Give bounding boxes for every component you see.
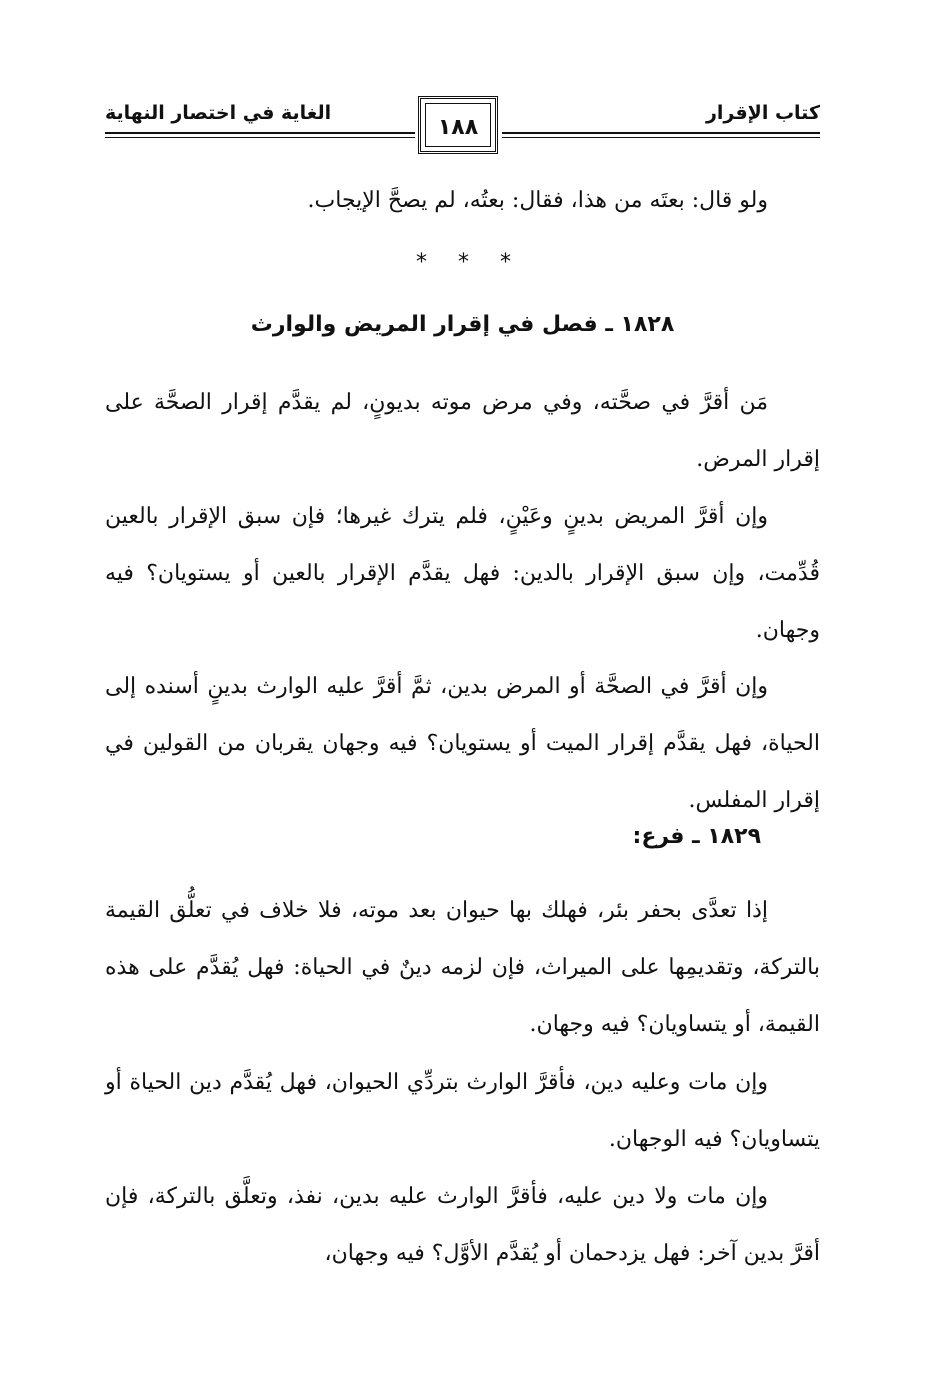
branch-paragraph-3: وإن مات ولا دين عليه، فأقرَّ الوارث عليه بدين، نفذ، وتعلَّق بالتركة، فإن أقرَّ بدين آخر: فهل يزدحمان أو يُقدَّم الأوَّل؟ فيه وجهان، bbox=[105, 1184, 820, 1266]
page-number-frame bbox=[418, 96, 498, 154]
header-rule-left-thin bbox=[105, 137, 415, 138]
running-head-chapter: كتاب الإقرار bbox=[705, 102, 820, 124]
page-number: ١٨٨ bbox=[437, 115, 479, 140]
branch-paragraph-1: إذا تعدَّى بحفر بئر، فهلك بها حيوان بعد موته، فلا خلاف في تعلُّق القيمة بالتركة، وتقديمِها على الميراث، فإن لزمه دينٌ في الحياة: فهل يُقدَّم على هذه القيمة، أو يتساويان؟ فيه وجهان. bbox=[105, 898, 820, 1037]
paragraph-1: مَن أقرَّ في صحَّته، وفي مرض موته بديونٍ، لم يقدَّم إقرار الصحَّة على إقرار المرض. bbox=[105, 390, 820, 472]
section-heading: ١٨٢٨ ـ فصل في إقرار المريض والوارث bbox=[250, 312, 675, 337]
opening-line-text: ولو قال: بعتَه من هذا، فقال: بعتُه، لم يصحَّ الإيجاب. bbox=[307, 188, 768, 213]
header-rule-right-thin bbox=[502, 137, 820, 138]
page-header bbox=[105, 96, 820, 156]
branch-paragraph-2: وإن مات وعليه دين، فأقرَّ الوارث بتردِّي الحيوان، فهل يُقدَّم دين الحياة أو يتساويان؟ فيه الوجهان. bbox=[105, 1070, 820, 1152]
opening-line bbox=[105, 172, 820, 229]
branch-heading: ١٨٢٩ ـ فرع: bbox=[632, 824, 761, 849]
header-rule-left bbox=[105, 132, 415, 134]
header-rule-right bbox=[502, 132, 820, 134]
running-head-book-title: الغاية في اختصار النهاية bbox=[105, 102, 332, 124]
paragraph-3: وإن أقرَّ في الصحَّة أو المرض بدين، ثمَّ أقرَّ عليه الوارث بدينٍ أسنده إلى الحياة، فهل يقدَّم إقرار الميت أو يستويان؟ فيه وجهان يقربان من القولين في إقرار المفلس. bbox=[105, 674, 820, 813]
section-separator: * * * bbox=[416, 250, 523, 275]
paragraph-2: وإن أقرَّ المريض بدينٍ وعَيْنٍ، فلم يترك غيرها؛ فإن سبق الإقرار بالعين قُدِّمت، وإن سبق الإقرار بالدين: فهل يقدَّم الإقرار بالعين أو يستويان؟ فيه وجهان. bbox=[105, 504, 820, 643]
